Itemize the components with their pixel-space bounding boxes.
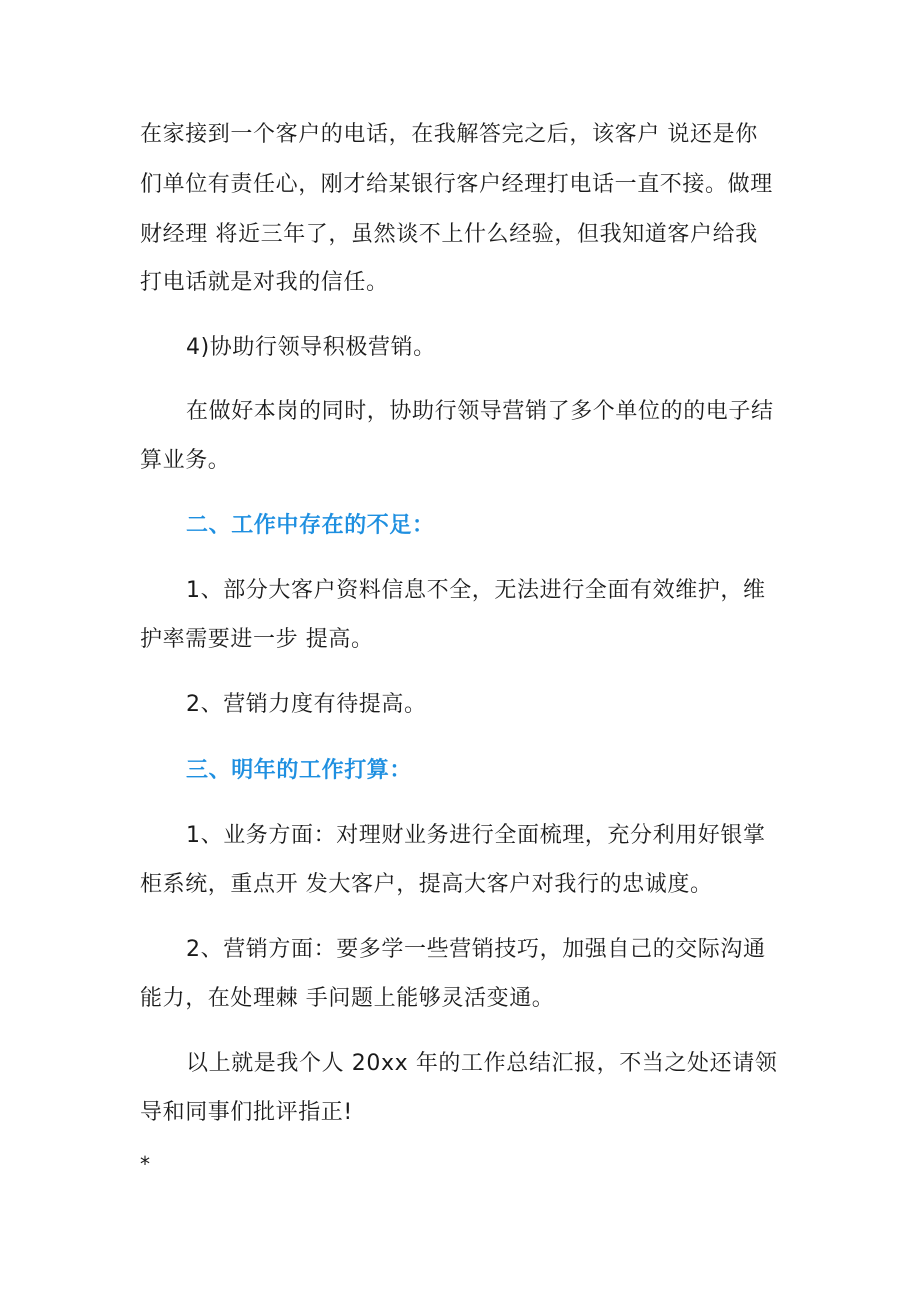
- shortcoming-1-line-1: 1、部分大客户资料信息不全，无法进行全面有效维护，维: [186, 578, 766, 603]
- section-heading-shortcomings: 二、工作中存在的不足：: [186, 513, 435, 538]
- paragraph-3-line-2: 算业务。: [140, 448, 231, 473]
- paragraph-3-line-1: 在做好本岗的同时，协助行领导营销了多个单位的的电子结: [186, 399, 774, 424]
- plan-1-line-2: 柜系统，重点开 发大客户，提高大客户对我行的忠诚度。: [140, 872, 713, 897]
- item-4-line: 4)协助行领导积极营销。: [186, 335, 436, 360]
- plan-1-line-1: 1、业务方面：对理财业务进行全面梳理，充分利用好银掌: [186, 823, 766, 848]
- plan-2-line-2: 能力，在处理棘 手问题上能够灵活变通。: [140, 986, 555, 1011]
- section-heading-plans: 三、明年的工作打算：: [186, 758, 413, 783]
- paragraph-1-line-4: 打电话就是对我的信任。: [140, 270, 389, 295]
- closing-line-1: 以上就是我个人 20xx 年的工作总结汇报，不当之处还请领: [186, 1051, 778, 1076]
- paragraph-1-line-1: 在家接到一个客户的电话，在我解答完之后，该客户 说还是你: [140, 122, 758, 147]
- closing-line-2: 导和同事们批评指正!: [140, 1100, 353, 1125]
- paragraph-1-line-3: 财经理 将近三年了，虽然谈不上什么经验，但我知道客户给我: [140, 222, 758, 247]
- footer-asterisk: *: [140, 1152, 150, 1176]
- shortcoming-1-line-2: 护率需要进一步 提高。: [140, 627, 374, 652]
- paragraph-1-line-2: 们单位有责任心，刚才给某银行客户经理打电话一直不接。做理: [140, 172, 773, 197]
- plan-2-line-1: 2、营销方面：要多学一些营销技巧，加强自己的交际沟通: [186, 937, 766, 962]
- shortcoming-2-line: 2、营销力度有待提高。: [186, 692, 427, 717]
